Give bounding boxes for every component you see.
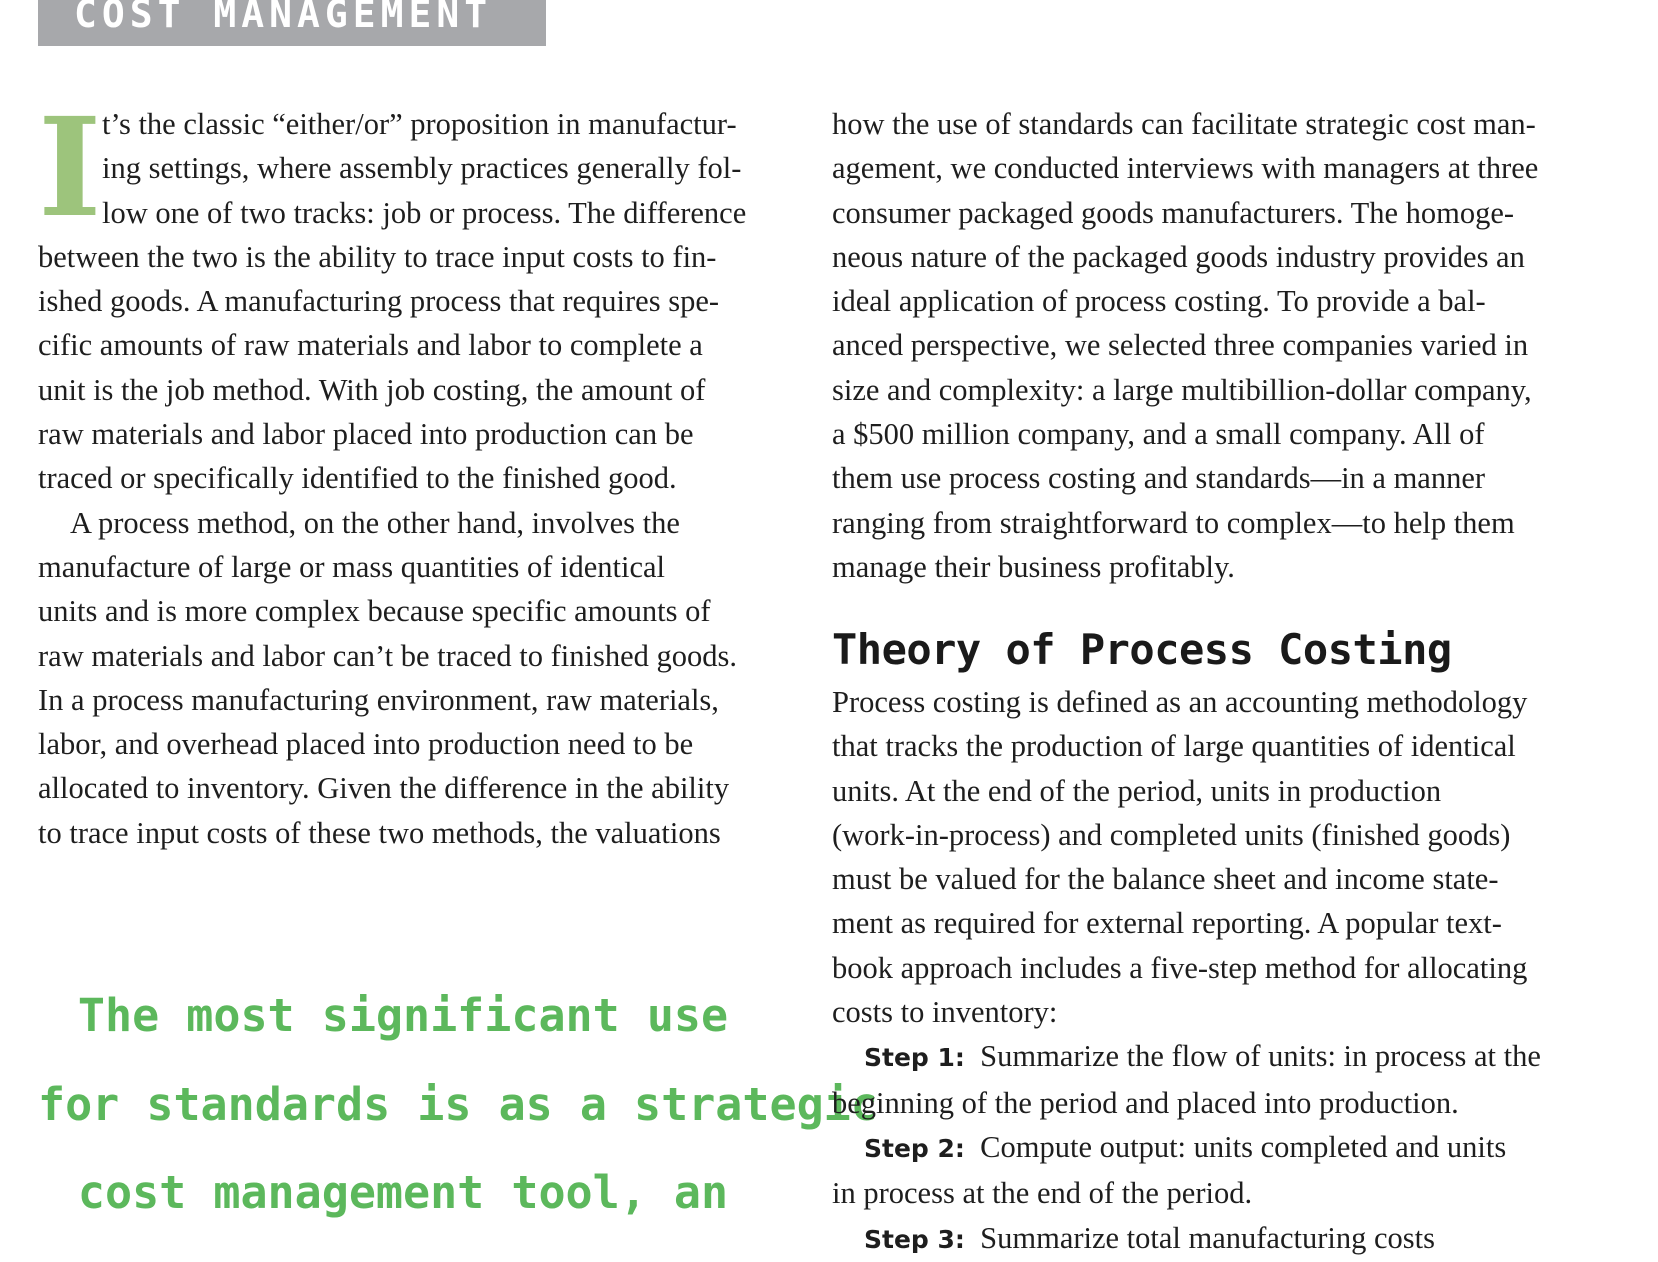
step-2-line [832,1125,1612,1171]
step-text: Summarize the flow of units: in process at the [980,1039,1541,1074]
pull-quote-line: The most significant use [77,989,729,1042]
text-line: between the two is the ability to trace input costs to fin- [38,239,717,274]
text-line: ment as required for external reporting. A popular text- [832,906,1502,941]
text-line: t’s the classic “either/or” proposition in manufactur- [102,107,737,141]
text-line: consumer packaged goods manufacturers. The homoge- [832,195,1515,230]
text-line: manage their business profitably. [832,549,1235,584]
text-line: units and is more complex because specific amounts of [38,594,711,629]
text-line: units. At the end of the period, units in production [832,773,1442,808]
text-line: must be valued for the balance sheet and income state- [832,862,1499,897]
text-line: book approach includes a five-step method for allocating [832,950,1528,985]
step-label: Step 2: [864,1133,965,1163]
text-line: agement, we conducted interviews with managers at three [832,151,1539,186]
text-line: A process method, on the other hand, involves the [70,505,680,540]
step-3-line [832,1216,1612,1262]
section-heading: Theory of Process Costing [832,625,1452,674]
text-line: costs to inventory: [832,995,1058,1030]
text-line: low one of two tracks: job or process. The difference [102,195,747,230]
text-line: unit is the job method. With job costing, the amount of [38,372,706,407]
text-line: size and complexity: a large multibillion-dollar company, [832,372,1532,407]
text-line: traced or specifically identified to the finished good. [38,461,677,496]
text-line: neous nature of the packaged goods industry provides an [832,239,1525,274]
text-line: beginning of the period and placed into production. [832,1085,1459,1120]
text-line: them use process costing and standards—in a manner [832,461,1486,496]
pull-quote [38,972,878,1238]
text-line: how the use of standards can facilitate strategic cost man- [832,107,1536,141]
text-line: In a process manufacturing environment, raw materials, [38,682,719,717]
text-line: a $500 million company, and a small company. All of [832,417,1485,452]
theory-section [832,680,1612,1262]
text-line: raw materials and labor can’t be traced to finished goods. [38,638,737,673]
step-text: Summarize total manufacturing costs [980,1220,1435,1255]
text-line: ing settings, where assembly practices generally fol- [102,151,742,186]
text-line: labor, and overhead placed into production need to be [38,727,694,762]
text-line: ished goods. A manufacturing process that requires spe- [38,284,720,319]
text-line: ideal application of process costing. To provide a bal- [832,284,1486,319]
text-line: in process at the end of the period. [832,1176,1253,1211]
left-column [38,88,778,855]
step-label: Step 3: [864,1224,965,1254]
intro-paragraph [38,88,778,501]
step-1-line [832,1034,1612,1080]
pull-quote-line: for standards is as a strategic [38,1077,878,1131]
text-line: ranging from straightforward to complex—to help them [832,505,1515,540]
section-header-tab [38,0,546,46]
text-line: Process costing is defined as an accounting methodology [832,685,1528,719]
process-method-paragraph [38,501,778,855]
step-label: Step 1: [864,1043,965,1073]
text-line: to trace input costs of these two methods, the valuations [38,815,721,850]
text-line: raw materials and labor placed into production can be [38,417,694,452]
text-line: anced perspective, we selected three companies varied in [832,328,1529,363]
right-column-intro [832,102,1592,589]
section-title: COST MANAGEMENT [74,0,493,36]
step-text: Compute output: units completed and units [980,1129,1507,1164]
text-line: manufacture of large or mass quantities of identical [38,549,666,584]
text-line: allocated to inventory. Given the difference in the ability [38,771,730,806]
text-line: that tracks the production of large quantities of identical [832,729,1516,764]
text-line: cific amounts of raw materials and labor to complete a [38,328,703,363]
text-line: (work-in-process) and completed units (finished goods) [832,817,1511,852]
pull-quote-line: cost management tool, an [77,1166,729,1219]
drop-cap: I [38,88,102,248]
